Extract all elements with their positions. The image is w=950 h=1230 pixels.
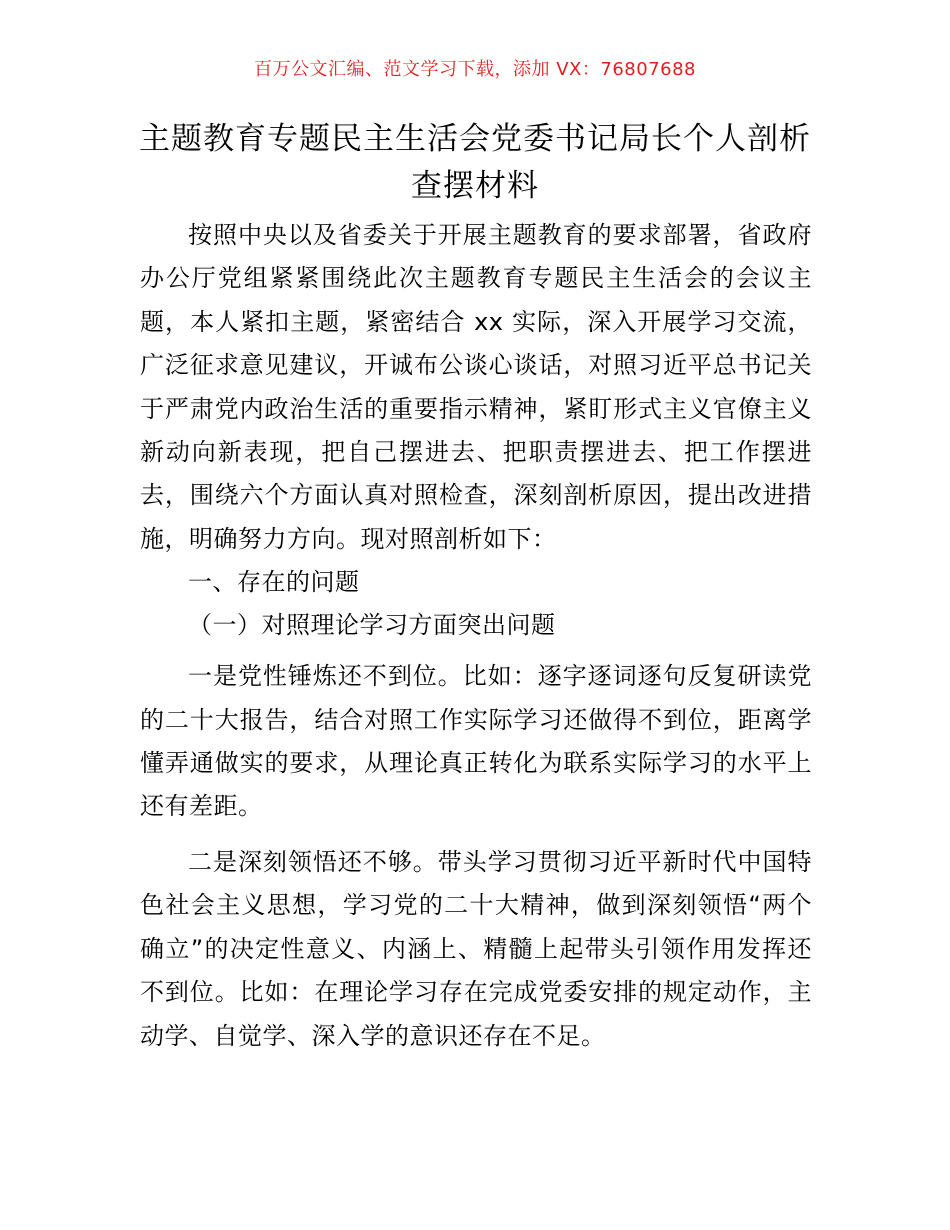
document-body [140, 214, 812, 1058]
document-title: 主题教育专题民主生活会党委书记局长个人剖析查摆材料 [139, 121, 811, 204]
promo-header-note: 百万公文汇编、范文学习下载，添加 VX：76807688 [254, 59, 696, 80]
section-heading-problems: 一、存在的问题 [188, 568, 360, 597]
subsection-heading-theory-study: （一）对照理论学习方面突出问题 [188, 611, 556, 640]
point-paragraph-1: 一是党性锤炼还不到位。比如：逐字逐词逐句反复研读党的二十大报告，结合对照工作实际学习还做得不到位，距离学懂弄通做实的要求，从理论真正转化为联系实际学习的水平上还有差距。 [140, 662, 812, 821]
intro-paragraph: 按照中央以及省委关于开展主题教育的要求部署，省政府办公厅党组紧紧围绕此次主题教育专题民主生活会的会议主题，本人紧扣主题，紧密结合 xx 实际，深入开展学习交流，广泛征求意见建议，开诚布公谈心谈话，对照习近平总书记关于严肃党内政治生活的重要指示精神，紧盯形式主义官僚主义新动向新表现，把自己摆进去、把职责摆进去、把工作摆进去，围绕六个方面认真对照检查，深刻剖析原因，提出改进措施，明确努力方向。现对照剖析如下： [140, 221, 812, 553]
point-paragraph-2: 二是深刻领悟还不够。带头学习贯彻习近平新时代中国特色社会主义思想，学习党的二十大精神，做到深刻领悟“两个确立”的决定性意义、内涵上、精髓上起带头引领作用发挥还不到位。比如：在理论学习存在完成党委安排的规定动作，主动学、自觉学、深入学的意识还存在不足。 [140, 847, 812, 1050]
